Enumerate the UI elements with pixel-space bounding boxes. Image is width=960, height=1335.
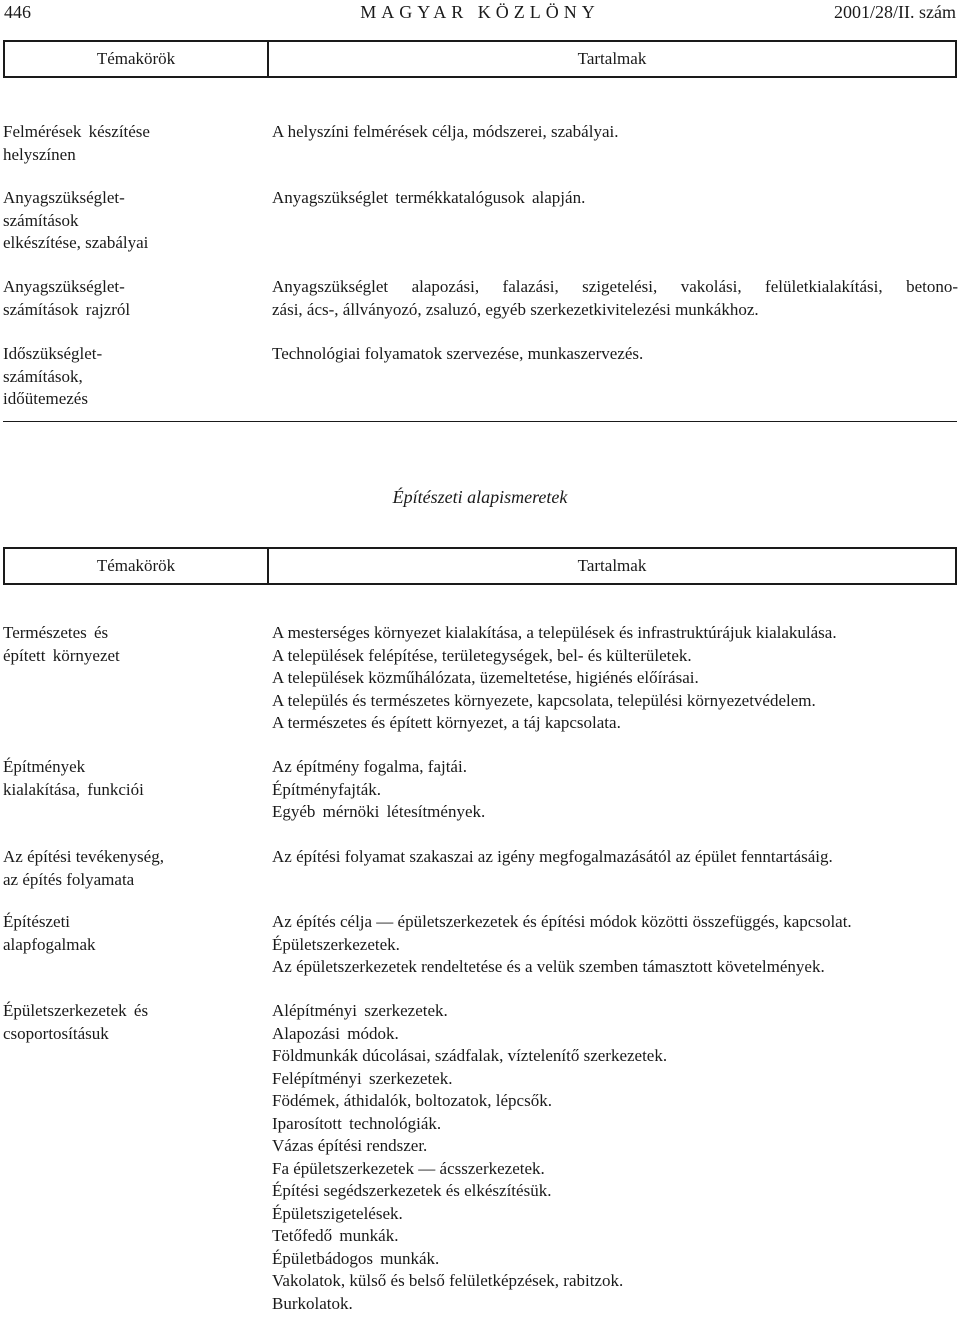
topic-line: Az építési tevékenység, bbox=[3, 847, 164, 866]
topic-line: kialakítása, funkciói bbox=[3, 779, 144, 799]
table1-row-4-topic bbox=[3, 343, 258, 411]
table2-row-2-topic bbox=[3, 756, 258, 801]
topic-line: alapfogalmak bbox=[3, 934, 96, 954]
content-line: Fa épületszerkezetek — ácsszerkezetek. bbox=[272, 1158, 545, 1178]
content-line: Alapozási módok. bbox=[272, 1023, 399, 1043]
content-line: Épületbádogos munkák. bbox=[272, 1248, 440, 1268]
topic-line: Építmények bbox=[3, 757, 86, 776]
content-line: Építményfajták. bbox=[272, 779, 382, 799]
content-line: Az építmény fogalma, fajtái. bbox=[272, 757, 467, 776]
topic-line: időütemezés bbox=[3, 389, 88, 408]
topic-line: számítások rajzról bbox=[3, 299, 131, 319]
content-line: Az építési folyamat szakaszai az igény megfogalmazásától az épület fenntartásáig. bbox=[272, 847, 833, 866]
content-line: Alépítményi szerkezetek. bbox=[272, 1001, 448, 1020]
topic-line: Anyagszükséglet- bbox=[3, 188, 125, 207]
table1-bottom-rule bbox=[3, 421, 957, 422]
content-line: Födémek, áthidalók, boltozatok, lépcsők. bbox=[272, 1091, 552, 1110]
table2-row-1-content bbox=[272, 622, 958, 735]
contents-column-heading: Tartalmak bbox=[577, 49, 647, 68]
table1-row-4-content bbox=[272, 343, 958, 366]
content-line: zási, ács-, állványozó, zsaluzó, egyéb szerkezetkivitelezési munkákhoz. bbox=[272, 299, 759, 319]
table1-row-3-content bbox=[272, 276, 958, 321]
topic-line: helyszínen bbox=[3, 144, 76, 164]
table2-row-2-content bbox=[272, 756, 958, 824]
content-line: Vázas építési rendszer. bbox=[272, 1136, 428, 1155]
journal-title: MAGYAR KÖZLÖNY bbox=[360, 2, 600, 22]
topic-line: Időszükséglet- bbox=[3, 344, 103, 363]
topic-line: Anyagszükséglet- bbox=[3, 277, 125, 296]
topic-line: számítások, bbox=[3, 366, 83, 386]
table1-row-2-content bbox=[272, 187, 958, 210]
table1-row-2-topic bbox=[3, 187, 258, 255]
content-line: Vakolatok, külső és belső felületképzések, rabitzok. bbox=[272, 1271, 624, 1290]
topic-line: Felmérések készítése bbox=[3, 122, 150, 141]
content-line: A mesterséges környezet kialakítása, a települések és infrastruktúrájuk kialakulása. bbox=[272, 623, 837, 642]
table1-row-1-topic bbox=[3, 121, 258, 166]
topics-column-heading: Témakörök bbox=[5, 42, 269, 76]
content-line: Technológiai folyamatok szervezése, munkaszervezés. bbox=[272, 344, 644, 363]
content-line: Egyéb mérnöki létesítmények. bbox=[272, 802, 486, 821]
content-line: Anyagszükséglet termékkatalógusok alapján. bbox=[272, 188, 586, 207]
content-line: Földmunkák dúcolásai, szádfalak, víztelenítő szerkezetek. bbox=[272, 1046, 668, 1065]
contents-column-heading: Tartalmak bbox=[577, 556, 647, 575]
content-line: Építési segédszerkezetek és elkészítésük. bbox=[272, 1181, 552, 1200]
content-line: Épületszerkezetek. bbox=[272, 934, 400, 954]
content-line: A természetes és épített környezet, a táj kapcsolata. bbox=[272, 713, 621, 732]
content-line: Az épületszerkezetek rendeltetése és a velük szemben támasztott követelmények. bbox=[272, 957, 825, 976]
table2-row-3-topic bbox=[3, 846, 258, 891]
topic-line: az építés folyamata bbox=[3, 869, 135, 889]
table2-row-1-topic bbox=[3, 622, 258, 667]
table2-row-4-topic bbox=[3, 911, 258, 956]
topic-line: épített környezet bbox=[3, 645, 120, 665]
table1-row-1-content bbox=[272, 121, 958, 144]
content-line: A helyszíni felmérések célja, módszerei, szabályai. bbox=[272, 122, 619, 141]
content-line: A települések felépítése, területegységek, bel- és külterületek. bbox=[272, 645, 692, 665]
content-line: Burkolatok. bbox=[272, 1293, 353, 1313]
content-line: Épületszigetelések. bbox=[272, 1203, 403, 1223]
topic-line: Építészeti bbox=[3, 912, 71, 931]
table1-column-header bbox=[3, 40, 957, 78]
content-line: A települések közműhálózata, üzemeltetése, higiénés előírásai. bbox=[272, 668, 699, 687]
section-title: Építészeti alapismeretek bbox=[392, 487, 568, 507]
page-number: 446 bbox=[4, 2, 31, 22]
page-header bbox=[0, 0, 960, 26]
topic-line: számítások bbox=[3, 210, 79, 230]
table2-row-4-content bbox=[272, 911, 958, 979]
table2-row-5-topic bbox=[3, 1000, 258, 1045]
topic-line: elkészítése, szabályai bbox=[3, 233, 149, 252]
topic-line: csoportosításuk bbox=[3, 1023, 109, 1043]
content-line: Anyagszükséglet alapozási, falazási, szigetelési, vakolási, felületkialakítási, betono- bbox=[272, 277, 958, 296]
table2-column-header bbox=[3, 547, 957, 585]
topics-column-heading: Témakörök bbox=[5, 549, 269, 583]
content-line: A település és természetes környezete, kapcsolata, települési környezetvédelem. bbox=[272, 690, 816, 710]
content-line: Az építés célja — épületszerkezetek és építési módok közötti összefüggés, kapcsolat. bbox=[272, 912, 852, 931]
table1-row-3-topic bbox=[3, 276, 258, 321]
topic-line: Épületszerkezetek és bbox=[3, 1001, 149, 1020]
content-line: Felépítményi szerkezetek. bbox=[272, 1068, 453, 1088]
topic-line: Természetes és bbox=[3, 623, 109, 642]
content-line: Tetőfedő munkák. bbox=[272, 1226, 399, 1245]
content-line: Iparosított technológiák. bbox=[272, 1113, 442, 1133]
issue-number: 2001/28/II. szám bbox=[834, 2, 956, 22]
table2-row-5-content bbox=[272, 1000, 958, 1315]
table2-row-3-content bbox=[272, 846, 958, 869]
